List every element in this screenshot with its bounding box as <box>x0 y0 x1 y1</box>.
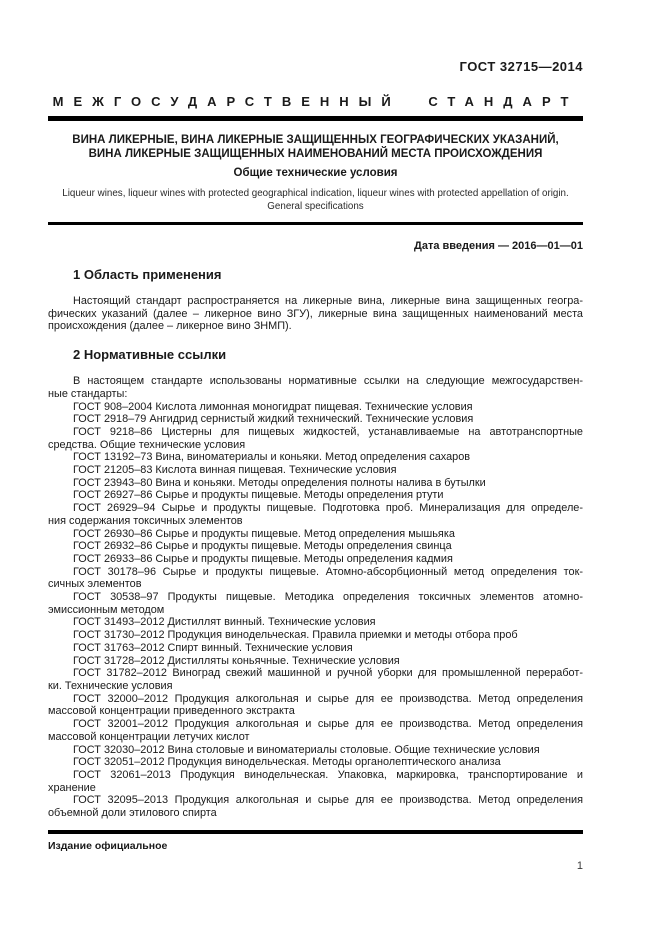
paragraph-line: ГОСТ 32051–2012 Продукция винодельческая. Методы органолептического анализа <box>73 756 501 769</box>
paragraph-line: хранение <box>48 781 96 794</box>
paragraph-line: ния содержания токсичных элементов <box>48 514 243 527</box>
document-title-line: ВИНА ЛИКЕРНЫЕ, ВИНА ЛИКЕРНЫЕ ЗАЩИЩЕННЫХ ГЕОГРАФИЧЕСКИХ УКАЗАНИЙ, <box>72 134 559 146</box>
section-heading: 2 Нормативные ссылки <box>73 347 227 363</box>
paragraph-line: ГОСТ 23943–80 Вина и коньяки. Методы определения полноты налива в бутылки <box>73 476 486 489</box>
gost-reference <box>48 451 583 464</box>
paragraph-line: ГОСТ 31730–2012 Продукция винодельческая. Правила приемки и методы отбора проб <box>73 629 518 642</box>
paragraph-line: ГОСТ 9218–86 Цистерны для пищевых жидкостей, устанавливаемые на автотранспортные <box>73 425 583 438</box>
paragraph-line: средства. Общие технические условия <box>48 438 246 451</box>
paragraph-line: массовой концентрации приведенного экстракта <box>48 705 295 718</box>
gost-reference <box>48 426 583 451</box>
gost-reference <box>48 642 583 655</box>
paragraph-line: ГОСТ 32095–2013 Продукция алкогольная и сырье для ее производства. Метод определения <box>73 794 583 807</box>
paragraph-line: ные стандарты: <box>48 387 128 400</box>
effective-date: Дата введения — 2016—01—01 <box>414 240 583 252</box>
official-edition-note: Издание официальное <box>48 840 168 852</box>
gost-reference <box>48 591 583 616</box>
gost-reference <box>48 464 583 477</box>
paragraph-line: ГОСТ 26929–94 Сырье и продукты пищевые. Подготовка проб. Минерализация для определе- <box>73 502 583 515</box>
paragraph-line: ГОСТ 26927–86 Сырье и продукты пищевые. Методы определения ртути <box>73 489 444 502</box>
header-rule <box>48 116 583 121</box>
doc-number: ГОСТ 32715—2014 <box>459 59 583 74</box>
gost-reference <box>48 655 583 668</box>
document-title <box>48 133 583 161</box>
sections <box>48 267 583 820</box>
paragraph-line: ГОСТ 30538–97 Продукты пищевые. Методика определения токсичных элементов атомно- <box>73 591 583 604</box>
document-subtitle: Общие технические условия <box>233 167 398 179</box>
title-rule <box>48 222 583 225</box>
paragraph-line: объемной доли этилового спирта <box>48 807 217 820</box>
paragraph-line: ГОСТ 31493–2012 Дистиллят винный. Технические условия <box>73 616 376 629</box>
gost-reference <box>48 502 583 527</box>
gost-reference <box>48 769 583 794</box>
page-number: 1 <box>576 860 583 872</box>
gost-reference <box>48 489 583 502</box>
paragraph-line: ГОСТ 13192–73 Вина, виноматериалы и коньяки. Метод определения сахаров <box>73 451 471 464</box>
document-title-en <box>48 188 583 213</box>
paragraph-line: В настоящем стандарте использованы нормативные ссылки на следующие межгосударствен- <box>73 375 583 388</box>
gost-reference <box>48 413 583 426</box>
paragraph-line: ГОСТ 26930–86 Сырье и продукты пищевые. Метод определения мышьяка <box>73 527 455 540</box>
paragraph-line: сичных элементов <box>48 578 142 591</box>
paragraph-line: происхождения (далее – ликерное вино ЗНМП). <box>48 320 292 333</box>
gost-reference <box>48 718 583 743</box>
paragraph-line: ГОСТ 32030–2012 Вина столовые и виноматериалы столовые. Общие технические условия <box>73 743 540 756</box>
paragraph-line: ГОСТ 31763–2012 Спирт винный. Технические условия <box>73 641 353 654</box>
document-title-en-line: General specifications <box>267 200 364 212</box>
gost-reference <box>48 629 583 642</box>
gost-reference <box>48 693 583 718</box>
gost-reference <box>48 540 583 553</box>
paragraph-line: ГОСТ 32001–2012 Продукция алкогольная и сырье для ее производства. Метод определения <box>73 718 583 731</box>
gost-reference <box>48 794 583 819</box>
gost-reference <box>48 401 583 414</box>
gost-reference <box>48 553 583 566</box>
paragraph-line: ГОСТ 21205–83 Кислота винная пищевая. Технические условия <box>73 464 397 477</box>
document-title-en-line: Liqueur wines, liqueur wines with protected geographical indication, liqueur wines with protected appellation of origin. <box>62 188 569 199</box>
gost-reference <box>48 477 583 490</box>
paragraph <box>48 375 583 400</box>
paragraph-line: Настоящий стандарт распространяется на ликерные вина, ликерные вина защищенных геогра- <box>73 295 583 307</box>
section <box>48 347 583 820</box>
paragraph-line: ГОСТ 26933–86 Сырье и продукты пищевые. Методы определения кадмия <box>73 552 453 565</box>
paragraph-line: ГОСТ 31728–2012 Дистилляты коньячные. Технические условия <box>73 654 400 667</box>
page-content <box>48 0 583 820</box>
paragraph-line: ГОСТ 2918–79 Ангидрид сернистый жидкий технический. Технические условия <box>73 413 474 426</box>
gost-reference <box>48 616 583 629</box>
gost-reference <box>48 756 583 769</box>
section-heading: 1 Область применения <box>73 267 222 282</box>
paragraph-line: ки. Технические условия <box>48 679 173 692</box>
paragraph-line: ГОСТ 26932–86 Сырье и продукты пищевые. Методы определения свинца <box>73 540 452 553</box>
gost-reference <box>48 667 583 692</box>
footer-rule <box>48 830 583 834</box>
paragraph-line: эмиссионным методом <box>48 603 165 616</box>
paragraph <box>48 295 583 333</box>
document-title-line: ВИНА ЛИКЕРНЫЕ ЗАЩИЩЕННЫХ НАИМЕНОВАНИЙ МЕСТА ПРОИСХОЖДЕНИЯ <box>88 148 543 160</box>
gost-reference <box>48 744 583 757</box>
gost-reference <box>48 566 583 591</box>
paragraph-line: массовой концентрации летучих кислот <box>48 730 250 743</box>
gost-reference <box>48 528 583 541</box>
paragraph-line: ГОСТ 30178–96 Сырье и продукты пищевые. Атомно-абсорбционный метод определения ток- <box>73 565 583 578</box>
paragraph-line: ГОСТ 31782–2012 Виноград свежий машинной и ручной уборки для промышленной переработ- <box>73 667 583 680</box>
paragraph-line: ГОСТ 32000–2012 Продукция алкогольная и сырье для ее производства. Метод определения <box>73 692 583 705</box>
standard-type-label: МЕЖГОСУДАРСТВЕННЫЙ СТАНДАРТ <box>52 94 579 109</box>
paragraph-line: ГОСТ 32061–2013 Продукция винодельческая. Упаковка, маркировка, транспортирование и <box>73 768 583 781</box>
footer <box>48 830 583 873</box>
paragraph-line: ГОСТ 908–2004 Кислота лимонная моногидрат пищевая. Технические условия <box>73 400 473 413</box>
paragraph-line: фических указаний (далее – ликерное вино ЗГУ), ликерные вина защищенных наименований места <box>48 307 583 320</box>
section <box>48 267 583 333</box>
